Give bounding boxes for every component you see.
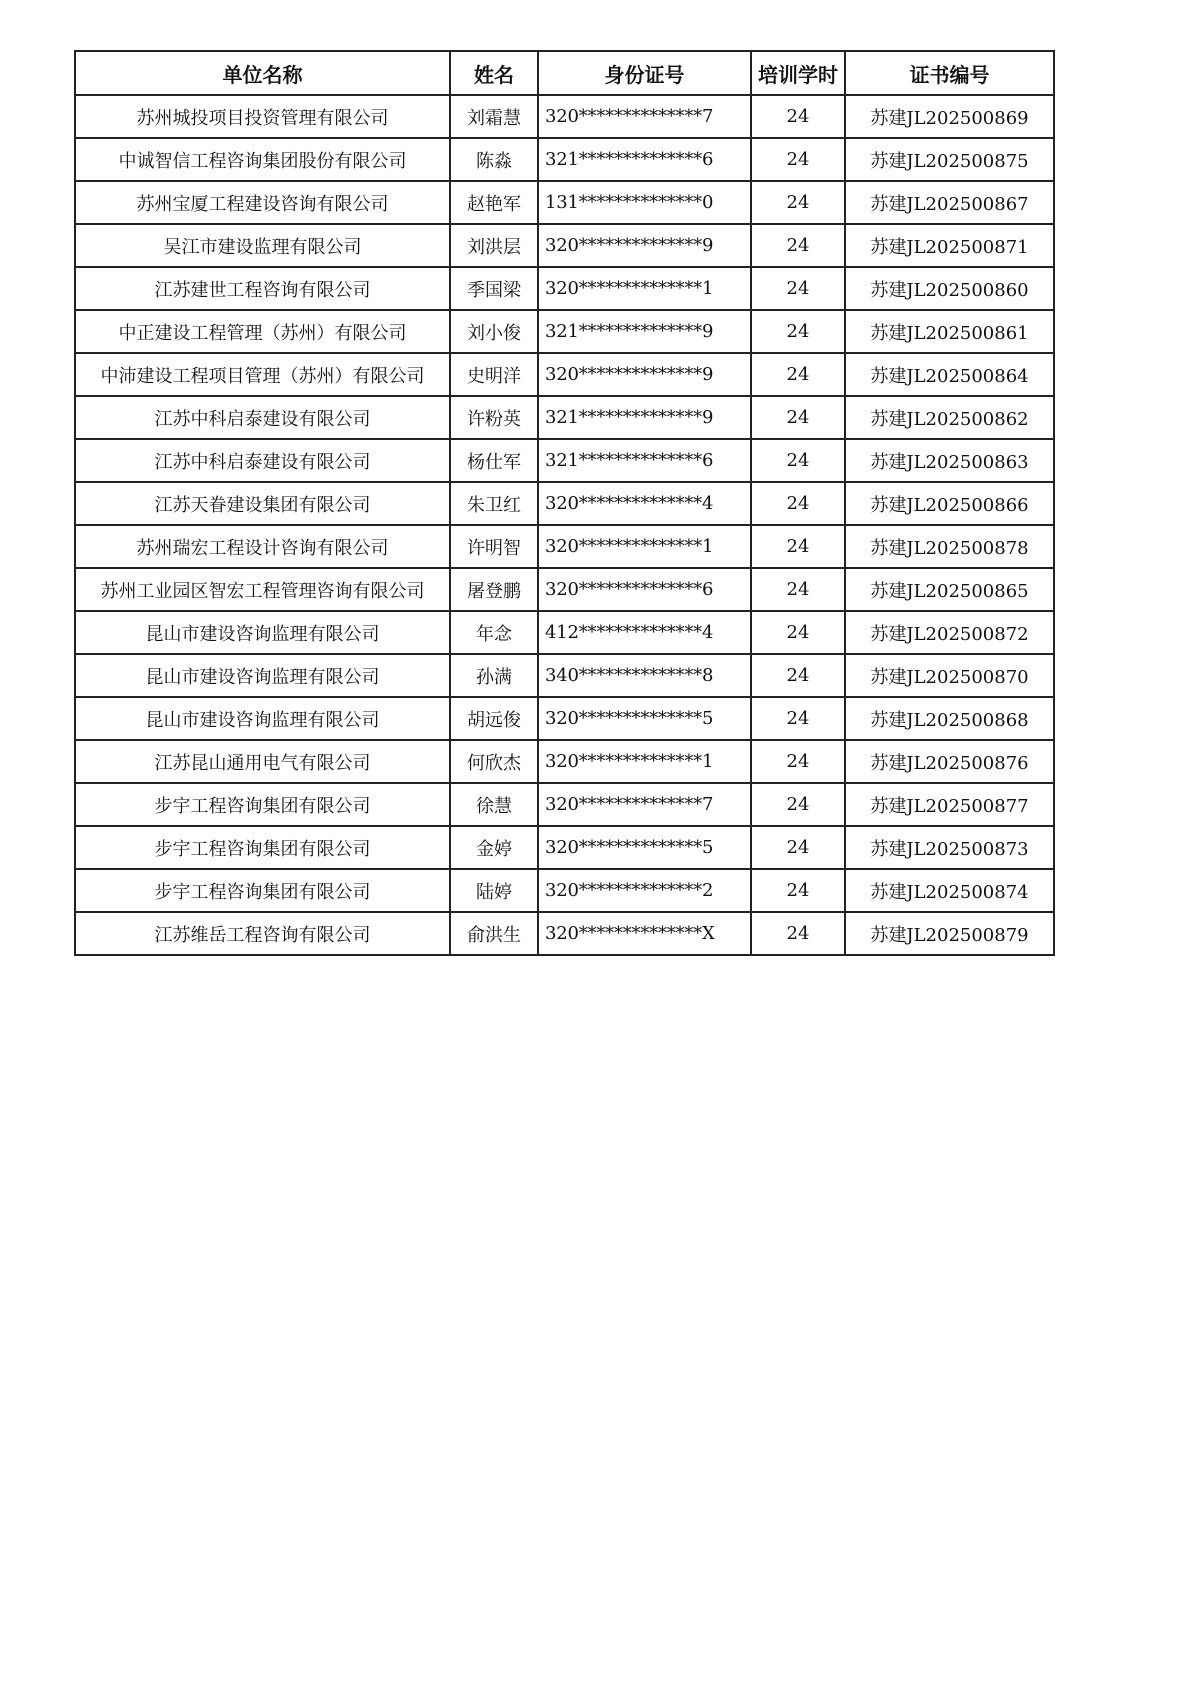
- cell-company: 中诚智信工程咨询集团股份有限公司: [75, 138, 450, 181]
- cell-certificate-no: 苏建JL202500861: [845, 310, 1054, 353]
- cell-company: 中正建设工程管理（苏州）有限公司: [75, 310, 450, 353]
- cell-training-hours: 24: [751, 654, 845, 697]
- cell-name: 徐慧: [450, 783, 538, 826]
- cell-certificate-no: 苏建JL202500864: [845, 353, 1054, 396]
- header-certificate-no: 证书编号: [845, 51, 1054, 95]
- cell-id-number: 320**************5: [538, 697, 751, 740]
- cell-training-hours: 24: [751, 267, 845, 310]
- table-row: [75, 869, 1054, 912]
- cell-certificate-no: 苏建JL202500875: [845, 138, 1054, 181]
- cell-company: 昆山市建设咨询监理有限公司: [75, 611, 450, 654]
- table-row: [75, 826, 1054, 869]
- table-row: [75, 224, 1054, 267]
- cell-training-hours: 24: [751, 912, 845, 955]
- table-row: [75, 181, 1054, 224]
- cell-certificate-no: 苏建JL202500872: [845, 611, 1054, 654]
- cell-id-number: 320**************1: [538, 525, 751, 568]
- cell-id-number: 321**************6: [538, 439, 751, 482]
- cell-name: 孙满: [450, 654, 538, 697]
- cell-id-number: 320**************X: [538, 912, 751, 955]
- cell-id-number: 321**************9: [538, 396, 751, 439]
- table-row: [75, 353, 1054, 396]
- cell-id-number: 320**************1: [538, 740, 751, 783]
- table-row: [75, 439, 1054, 482]
- cell-id-number: 320**************2: [538, 869, 751, 912]
- cell-training-hours: 24: [751, 740, 845, 783]
- cell-name: 俞洪生: [450, 912, 538, 955]
- cell-company: 江苏维岳工程咨询有限公司: [75, 912, 450, 955]
- cell-certificate-no: 苏建JL202500878: [845, 525, 1054, 568]
- header-row: [75, 51, 1054, 95]
- cell-training-hours: 24: [751, 611, 845, 654]
- cell-company: 步宇工程咨询集团有限公司: [75, 826, 450, 869]
- cell-training-hours: 24: [751, 353, 845, 396]
- table-row: [75, 654, 1054, 697]
- cell-name: 何欣杰: [450, 740, 538, 783]
- cell-name: 胡远俊: [450, 697, 538, 740]
- cell-id-number: 320**************7: [538, 783, 751, 826]
- cell-name: 朱卫红: [450, 482, 538, 525]
- table-row: [75, 95, 1054, 138]
- cell-certificate-no: 苏建JL202500866: [845, 482, 1054, 525]
- cell-training-hours: 24: [751, 697, 845, 740]
- cell-name: 刘洪层: [450, 224, 538, 267]
- cell-training-hours: 24: [751, 568, 845, 611]
- cell-certificate-no: 苏建JL202500862: [845, 396, 1054, 439]
- cell-company: 昆山市建设咨询监理有限公司: [75, 697, 450, 740]
- cell-training-hours: 24: [751, 138, 845, 181]
- cell-certificate-no: 苏建JL202500879: [845, 912, 1054, 955]
- cell-name: 陆婷: [450, 869, 538, 912]
- cell-certificate-no: 苏建JL202500871: [845, 224, 1054, 267]
- table-row: [75, 267, 1054, 310]
- table-row: [75, 310, 1054, 353]
- cell-company: 吴江市建设监理有限公司: [75, 224, 450, 267]
- cell-name: 史明洋: [450, 353, 538, 396]
- header-company: 单位名称: [75, 51, 450, 95]
- cell-company: 江苏天眷建设集团有限公司: [75, 482, 450, 525]
- cell-id-number: 131**************0: [538, 181, 751, 224]
- cell-company: 苏州宝厦工程建设咨询有限公司: [75, 181, 450, 224]
- cell-name: 赵艳军: [450, 181, 538, 224]
- cell-training-hours: 24: [751, 224, 845, 267]
- table-row: [75, 482, 1054, 525]
- cell-name: 刘霜慧: [450, 95, 538, 138]
- cell-certificate-no: 苏建JL202500865: [845, 568, 1054, 611]
- cell-id-number: 320**************1: [538, 267, 751, 310]
- cell-id-number: 320**************6: [538, 568, 751, 611]
- cell-certificate-no: 苏建JL202500873: [845, 826, 1054, 869]
- cell-company: 中沛建设工程项目管理（苏州）有限公司: [75, 353, 450, 396]
- cell-id-number: 320**************9: [538, 353, 751, 396]
- cell-training-hours: 24: [751, 783, 845, 826]
- cell-name: 刘小俊: [450, 310, 538, 353]
- table-row: [75, 568, 1054, 611]
- cell-name: 年念: [450, 611, 538, 654]
- cell-training-hours: 24: [751, 826, 845, 869]
- header-id-number: 身份证号: [538, 51, 751, 95]
- cell-id-number: 320**************4: [538, 482, 751, 525]
- cell-training-hours: 24: [751, 482, 845, 525]
- cell-company: 江苏昆山通用电气有限公司: [75, 740, 450, 783]
- cell-name: 杨仕军: [450, 439, 538, 482]
- table-row: [75, 396, 1054, 439]
- cell-name: 许明智: [450, 525, 538, 568]
- cell-training-hours: 24: [751, 396, 845, 439]
- cell-certificate-no: 苏建JL202500876: [845, 740, 1054, 783]
- cell-company: 江苏中科启泰建设有限公司: [75, 439, 450, 482]
- header-training-hours: 培训学时: [751, 51, 845, 95]
- cell-company: 苏州城投项目投资管理有限公司: [75, 95, 450, 138]
- table-row: [75, 138, 1054, 181]
- cell-name: 许粉英: [450, 396, 538, 439]
- cell-certificate-no: 苏建JL202500877: [845, 783, 1054, 826]
- header-name: 姓名: [450, 51, 538, 95]
- cell-company: 江苏建世工程咨询有限公司: [75, 267, 450, 310]
- cell-certificate-no: 苏建JL202500863: [845, 439, 1054, 482]
- cell-training-hours: 24: [751, 181, 845, 224]
- cell-certificate-no: 苏建JL202500860: [845, 267, 1054, 310]
- cell-training-hours: 24: [751, 439, 845, 482]
- table-body: [75, 95, 1054, 955]
- certificate-table: [74, 50, 1055, 956]
- table-row: [75, 611, 1054, 654]
- cell-certificate-no: 苏建JL202500874: [845, 869, 1054, 912]
- cell-name: 陈淼: [450, 138, 538, 181]
- cell-id-number: 320**************7: [538, 95, 751, 138]
- cell-certificate-no: 苏建JL202500868: [845, 697, 1054, 740]
- cell-company: 步宇工程咨询集团有限公司: [75, 869, 450, 912]
- table-row: [75, 740, 1054, 783]
- cell-name: 季国梁: [450, 267, 538, 310]
- table-row: [75, 783, 1054, 826]
- cell-name: 金婷: [450, 826, 538, 869]
- table-row: [75, 912, 1054, 955]
- table-row: [75, 525, 1054, 568]
- cell-id-number: 340**************8: [538, 654, 751, 697]
- cell-training-hours: 24: [751, 869, 845, 912]
- cell-company: 苏州工业园区智宏工程管理咨询有限公司: [75, 568, 450, 611]
- cell-id-number: 320**************5: [538, 826, 751, 869]
- table-row: [75, 697, 1054, 740]
- cell-certificate-no: 苏建JL202500870: [845, 654, 1054, 697]
- cell-training-hours: 24: [751, 525, 845, 568]
- cell-id-number: 320**************9: [538, 224, 751, 267]
- cell-company: 步宇工程咨询集团有限公司: [75, 783, 450, 826]
- cell-id-number: 321**************9: [538, 310, 751, 353]
- table-header: [75, 51, 1054, 95]
- cell-training-hours: 24: [751, 95, 845, 138]
- cell-certificate-no: 苏建JL202500869: [845, 95, 1054, 138]
- cell-id-number: 321**************6: [538, 138, 751, 181]
- cell-company: 苏州瑞宏工程设计咨询有限公司: [75, 525, 450, 568]
- cell-certificate-no: 苏建JL202500867: [845, 181, 1054, 224]
- cell-company: 江苏中科启泰建设有限公司: [75, 396, 450, 439]
- cell-training-hours: 24: [751, 310, 845, 353]
- cell-name: 屠登鹏: [450, 568, 538, 611]
- cell-company: 昆山市建设咨询监理有限公司: [75, 654, 450, 697]
- cell-id-number: 412**************4: [538, 611, 751, 654]
